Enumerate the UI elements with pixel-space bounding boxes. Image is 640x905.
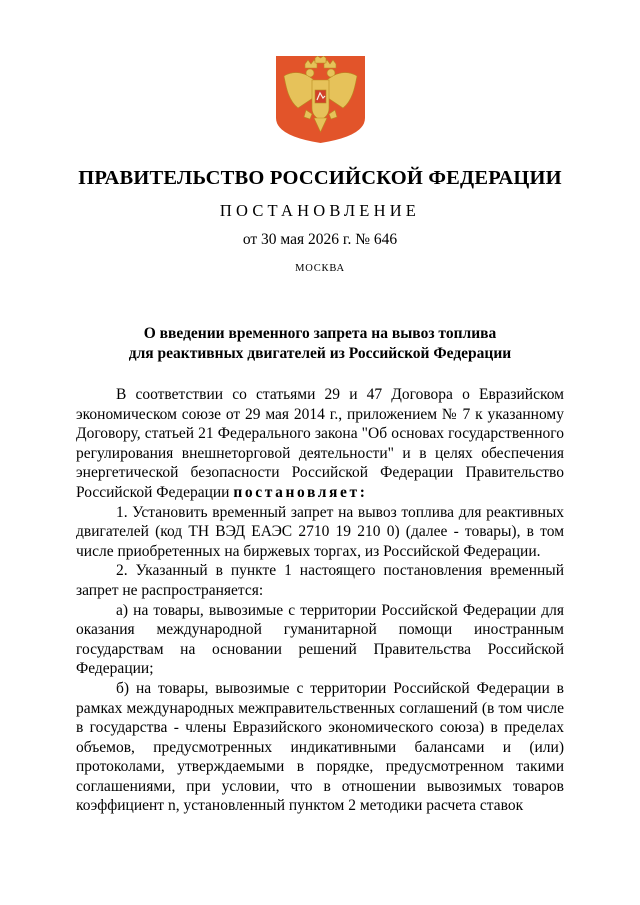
item-1-paragraph: 1. Установить временный запрет на вывоз топлива для реактивных двигателей (код ТН ВЭД ЕАЭС 2710 19 210 0) (далее - товары), в том числе приобретенных на биржевых торгах, из Российской Федерации. [76,503,564,560]
document-body [76,385,564,816]
government-name: ПРАВИТЕЛЬСТВО РОССИЙСКОЙ ФЕДЕРАЦИИ [78,167,562,189]
document-type: ПОСТАНОВЛЕНИЕ [219,201,421,220]
item-2a-paragraph: а) на товары, вывозимые с территории Российской Федерации для оказания международной гуманитарной помощи иностранным государствам на основании решений Правительства Российской Федерации; [76,601,564,678]
city-name: МОСКВА [295,263,345,274]
document-title [90,324,550,363]
preamble-paragraph [76,385,564,503]
title-line-2: для реактивных двигателей из Российской Федерации [128,344,512,362]
resolves-keyword: постановляет: [233,483,368,501]
date-number-line: от 30 мая 2026 г. № 646 [242,231,398,248]
coat-of-arms-icon [276,56,365,143]
item-2-paragraph: 2. Указанный в пункте 1 настоящего постановления временный запрет не распространяется: [76,562,564,599]
preamble-text: В соответствии со статьями 29 и 47 Договора о Евразийском экономическом союзе от 29 мая 2014 г., приложением № 7 к указанному Договору, статьей 21 Федерального закона "Об основах государственного регулирования внешнеторговой деятельности" и в целях обеспечения энергетической безопасности Российской Федерации Правительство Российской Федерации [76,386,564,501]
title-line-1: О введении временного запрета на вывоз топлива [143,325,497,342]
item-2b-paragraph: б) на товары, вывозимые с территории Российской Федерации в рамках международных межправительственных соглашений (в том числе в государства - члены Евразийского экономического союза) в пределах объемов, предусмотренных индикативными балансами и (или) протоколами, утверждаемыми в порядке, предусмотренном такими соглашениями, при условии, что в отношении вывозимых товаров коэффициент n, установленный пунктом 2 методики расчета ставок [76,679,564,815]
